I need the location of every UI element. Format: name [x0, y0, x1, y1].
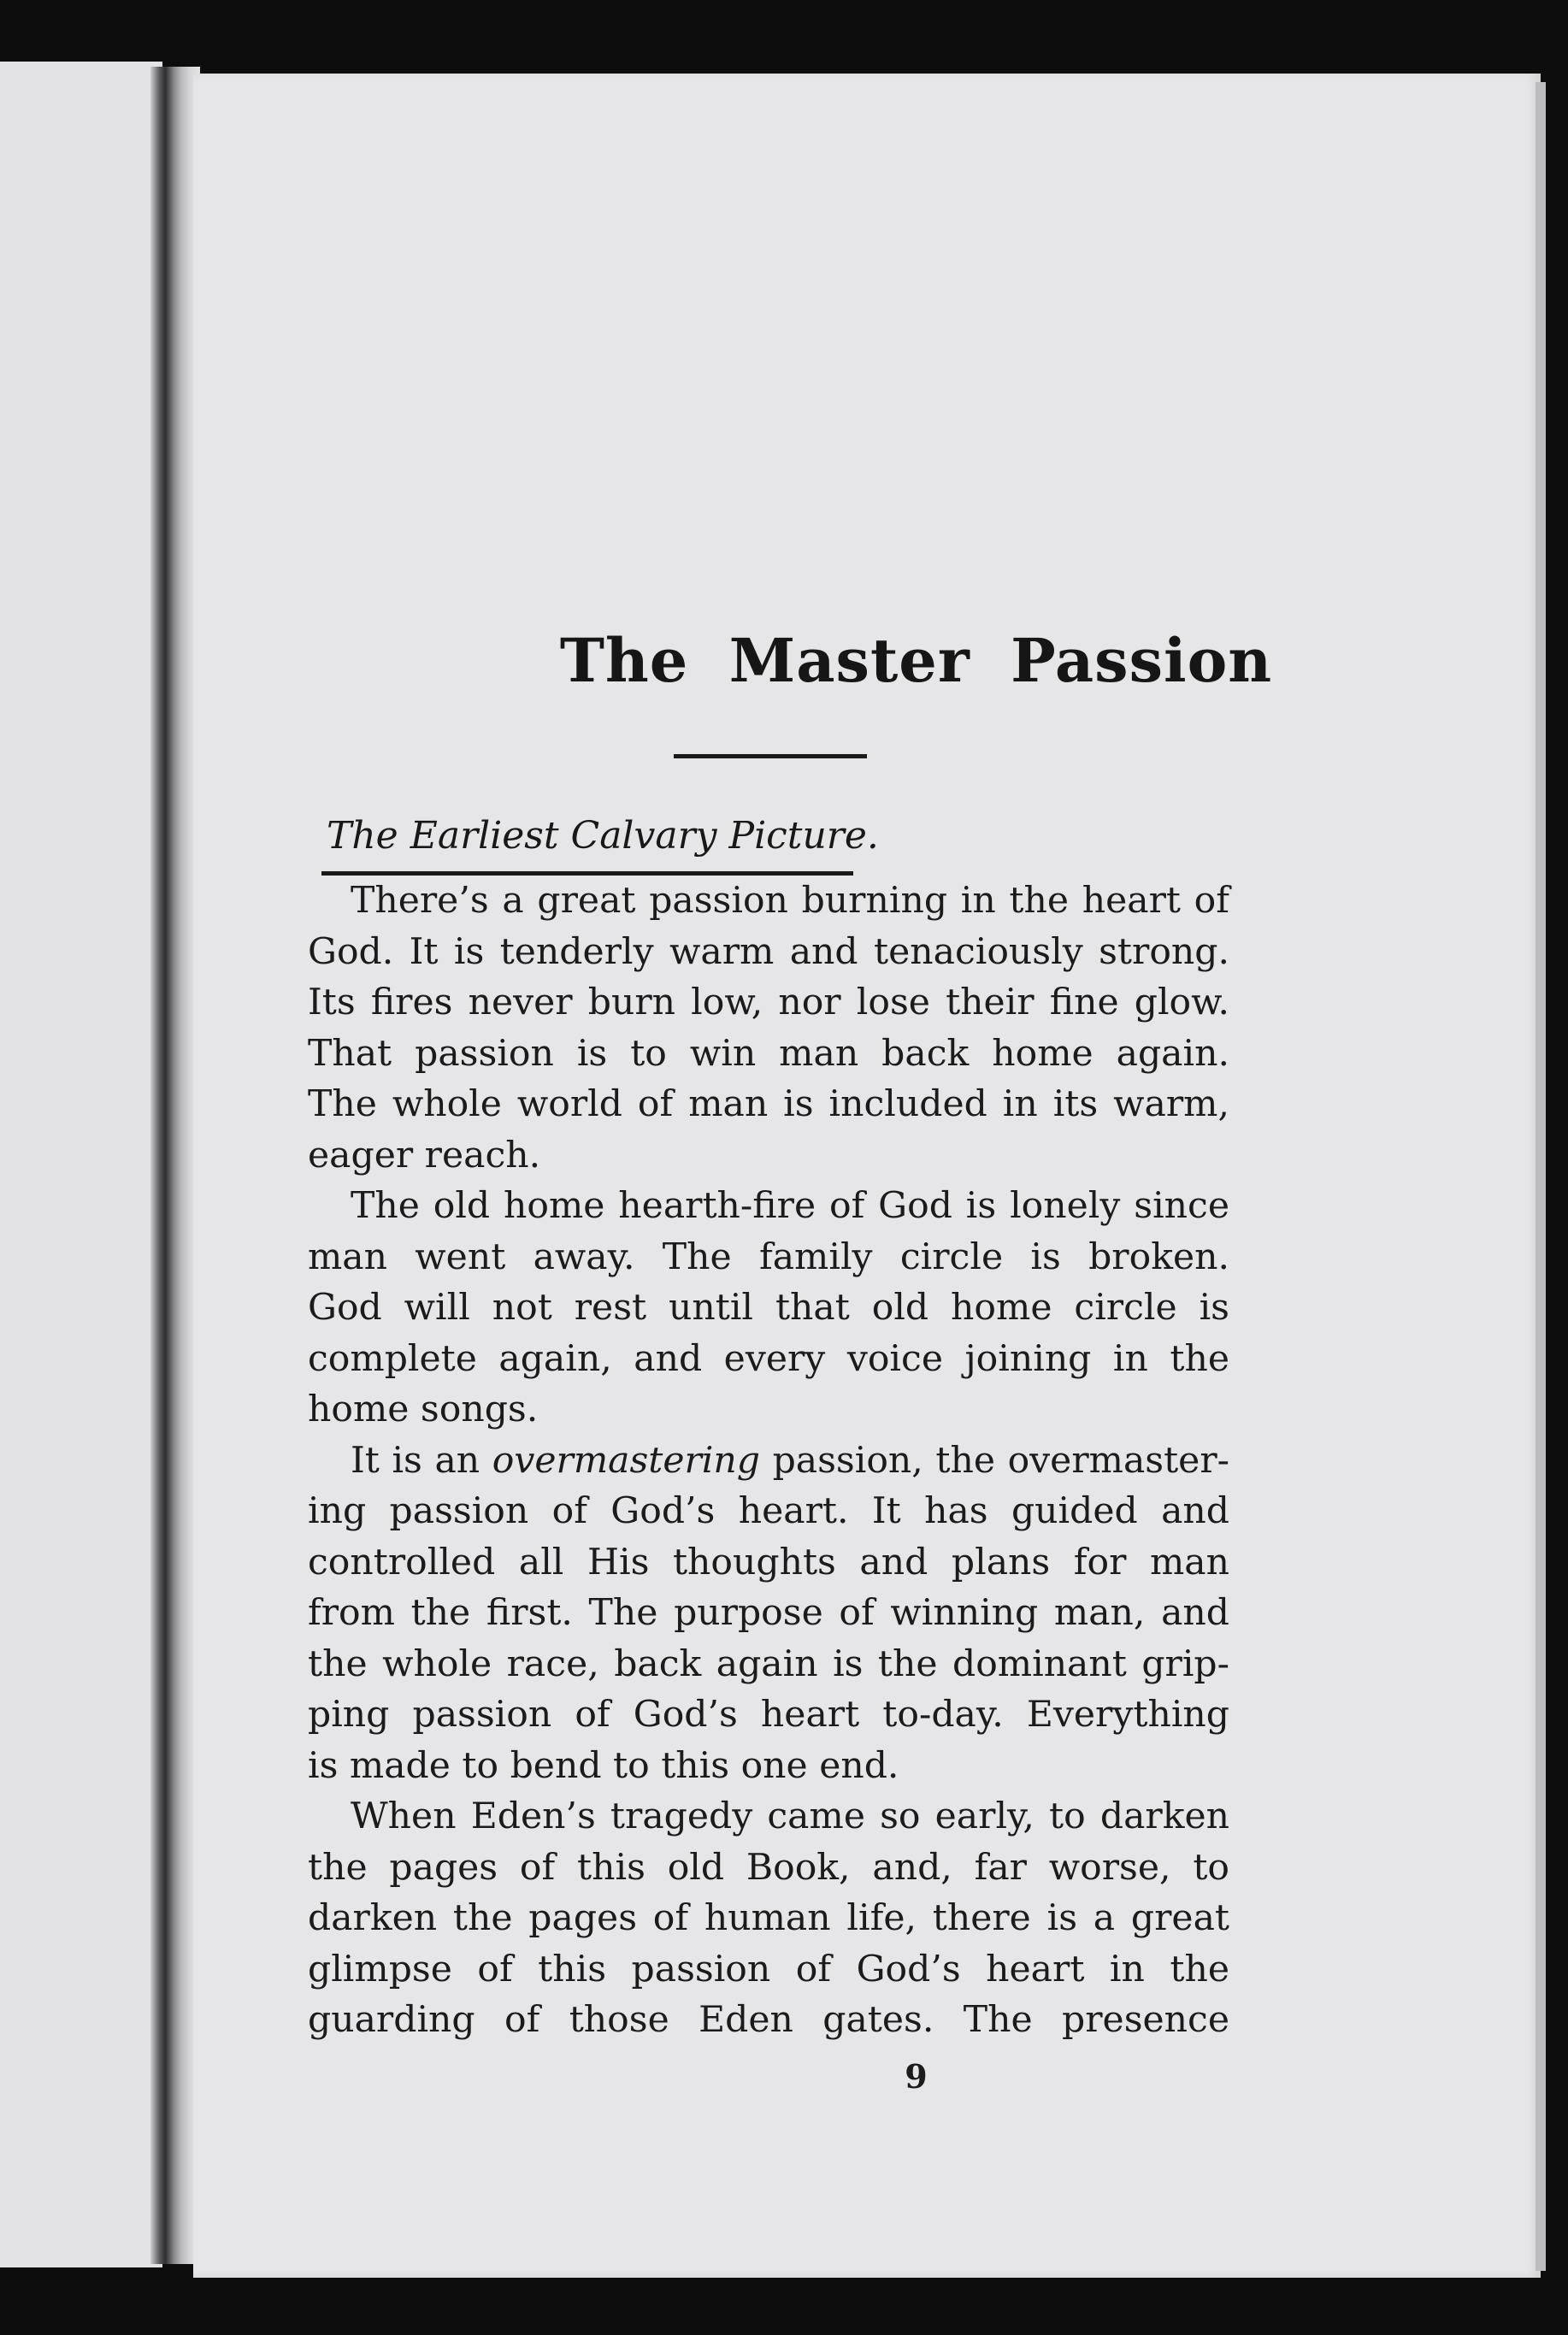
book-page	[193, 74, 1541, 2278]
text-line: The old home hearth-fire of God is lonely since	[351, 1185, 1229, 1227]
facing-page-edge	[0, 62, 162, 2267]
text-run: passion, the overmaster-	[759, 1439, 1229, 1482]
text-line: glimpse of this passion of God’s heart in the	[308, 1948, 1229, 1990]
text-line: man went away. The family circle is broken.	[308, 1235, 1229, 1278]
emphasis-text: overmastering	[492, 1439, 760, 1482]
paragraph-2	[308, 1181, 1229, 1436]
paragraph-3	[308, 1436, 1229, 1792]
paragraph-1	[308, 876, 1229, 1181]
text-line: That passion is to win man back home again.	[308, 1032, 1229, 1075]
text-line: darken the pages of human life, there is a great	[308, 1897, 1229, 1939]
text-line: When Eden’s tragedy came so early, to darken	[351, 1795, 1229, 1837]
text-line: There’s a great passion burning in the heart of	[351, 880, 1229, 922]
text-line: is made to bend to this one end.	[308, 1744, 899, 1787]
text-line: ing passion of God’s heart. It has guided and	[308, 1490, 1229, 1532]
text-line: The whole world of man is included in its warm,	[308, 1083, 1229, 1125]
text-line: God. It is tenderly warm and tenaciously strong.	[308, 930, 1229, 973]
text-line: controlled all His thoughts and plans for man	[308, 1541, 1229, 1583]
text-line: home songs.	[308, 1389, 539, 1430]
text-line: the whole race, back again is the dominant grip-	[308, 1642, 1229, 1685]
text-line: God will not rest until that old home circle is	[308, 1287, 1229, 1329]
page-edge-shadow	[1536, 82, 1546, 2271]
page-number: 9	[905, 2057, 928, 2096]
section-heading: The Earliest Calvary Picture.	[327, 814, 879, 858]
title-rule	[674, 754, 867, 758]
page-title: The Master Passion	[559, 625, 1273, 696]
text-line: from the first. The purpose of winning man, and	[308, 1592, 1229, 1634]
text-line: Its fires never burn low, nor lose their fine glow.	[308, 982, 1229, 1023]
text-run: It is an	[351, 1439, 492, 1482]
body-text	[308, 876, 1229, 2046]
text-line: the pages of this old Book, and, far worse, to	[308, 1846, 1229, 1889]
text-line	[308, 1436, 1229, 1487]
text-line: ping passion of God’s heart to-day. Everything	[308, 1694, 1229, 1736]
text-line: eager reach.	[308, 1134, 541, 1176]
text-line: complete again, and every voice joining in the	[308, 1337, 1229, 1380]
paragraph-4	[308, 1791, 1229, 2046]
text-line: guarding of those Eden gates. The presence	[308, 1999, 1229, 2041]
